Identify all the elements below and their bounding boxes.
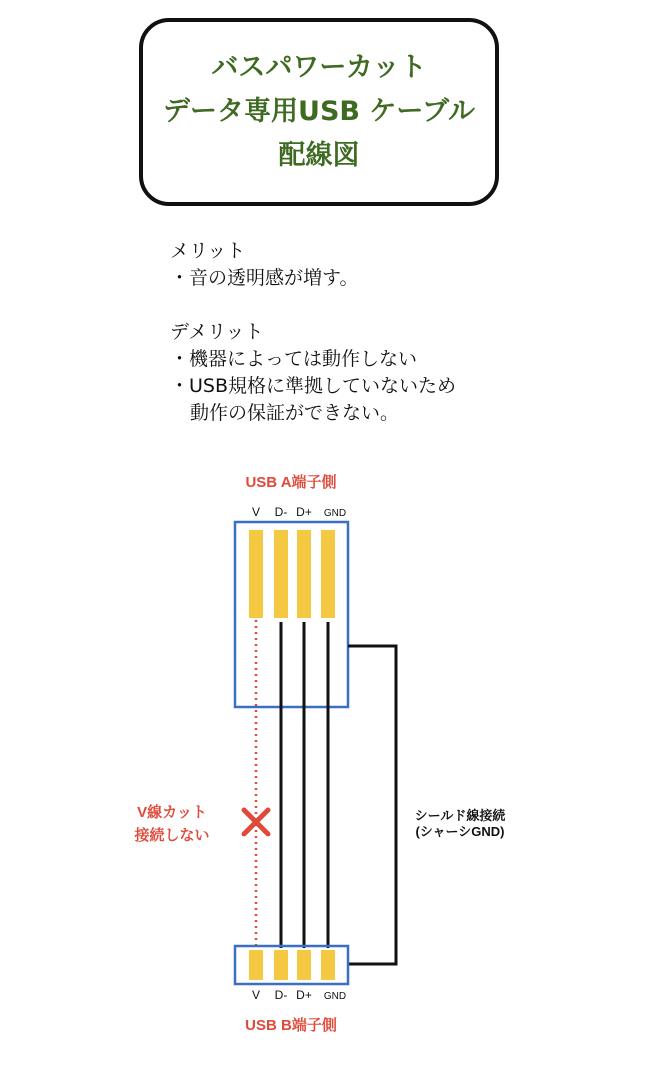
demerit-item-2: ・USB規格に準拠していないため <box>170 375 457 397</box>
pin-b-label-dminus: D- <box>274 988 288 1002</box>
pin-b-dplus <box>297 950 311 980</box>
pin-a-dminus <box>274 530 288 618</box>
merit-heading: メリット <box>170 240 246 262</box>
title-line-1: バスパワーカット <box>211 52 427 83</box>
pin-a-dplus <box>297 530 311 618</box>
shield-label-line-1: シールド線接続 <box>414 808 506 823</box>
demerit-item-2-cont: 動作の保証ができない。 <box>190 402 400 424</box>
pin-b-dminus <box>274 950 288 980</box>
pin-a-label-gnd: GND <box>323 508 347 519</box>
pin-a-label-dminus: D- <box>274 505 288 519</box>
pin-a-label-v: V <box>251 505 261 519</box>
connector-a-label: USB A端子側 <box>245 474 337 491</box>
connector-b-label: USB B端子側 <box>245 1017 337 1034</box>
cut-label-line-1: V線カット <box>137 804 207 821</box>
pin-b-label-gnd: GND <box>323 991 347 1002</box>
cut-label-line-2: 接続しない <box>134 827 210 844</box>
merit-item: ・音の透明感が増す。 <box>170 267 359 289</box>
pin-b-label-v: V <box>251 988 261 1002</box>
pin-b-label-dplus: D+ <box>296 988 312 1002</box>
pin-b-v <box>249 950 263 980</box>
pin-a-v <box>249 530 263 618</box>
shield-wire <box>348 646 396 964</box>
pin-b-gnd <box>321 950 335 980</box>
title-line-2: データ専用USB ケーブル <box>163 96 475 127</box>
shield-label-line-2: (シャーシGND) <box>415 824 505 839</box>
pin-a-label-dplus: D+ <box>296 505 312 519</box>
pin-a-gnd <box>321 530 335 618</box>
title-line-3: 配線図 <box>278 140 360 171</box>
demerit-item-1: ・機器によっては動作しない <box>170 348 418 370</box>
demerit-heading: デメリット <box>170 321 264 343</box>
